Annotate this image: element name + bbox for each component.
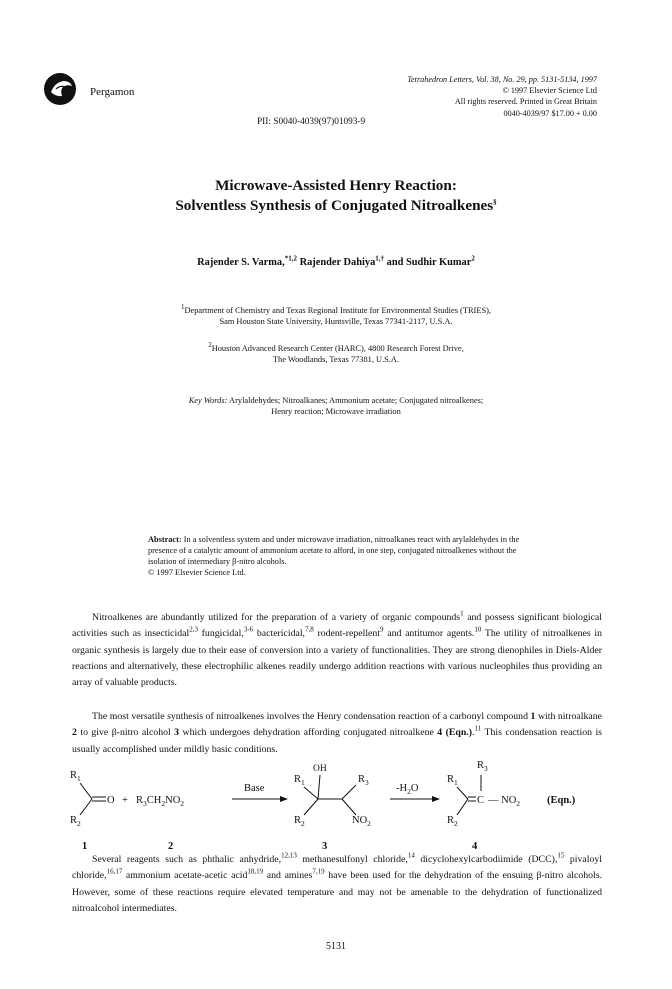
affiliation-2: $^2$Houston Advanced Research Center (HARC), 4800 Research Forest Drive, The Woodlands, Texas 77381, U.S.A.	[208, 341, 464, 364]
minus-water-label: $-H_2O$	[396, 783, 419, 796]
pii-line: PII: S0040-4039(97)01093-9	[257, 117, 366, 127]
compound-3-no2: $NO_2$	[352, 815, 371, 828]
author-list	[0, 254, 672, 268]
equation-label: (Eqn.)	[547, 795, 576, 806]
paragraph-1: Nitroalkenes are abundantly utilized for the preparation of a variety of organic compounds$^1$ and possess significant biological activities such as insecticidal$^{2,3}$ fungicidal,$^{3-6}$ bactericidal,$^{7,8}$ rodent-repellent$^9$ and antitumor agents.$^{10}$ The utility of nitroalkenes in organic synthesis is largely due to their ease of conversion into a variety of functionalities. They are strong dienophiles in Diels-Alder reactions and alternatively, these electrophilic alkenes readily undergo addition reactions with various nucleophiles thus providing an array of valuable products.	[72, 609, 602, 689]
keywords: Key Words: Arylaldehydes; Nitroalkanes; Ammonium acetate; Conjugated nitroalkenes; Henry reaction; Microwave irradiation	[188, 396, 484, 416]
paragraph-3: Several reagents such as phthalic anhydride,$^{12,13}$ methanesulfonyl chloride,$^{14}$ dicyclohexylcarbodiimide (DCC),$^{15}$ pivaloyl chloride,$^{16,17}$ ammonium acetate-acetic acid$^{18,19}$ and amines$^{7,19}$ have been used for the dehydration of the ensuing β-nitro alcohols. However, some of these reactions require elevated temperature and may not be amenable to the dehydration of functionalized nitroalcohol intermediates.	[72, 851, 603, 914]
page-number: 5131	[326, 941, 346, 952]
affiliation-2-number: 2	[208, 341, 212, 350]
author-3: and Sudhir Kumar	[384, 257, 472, 268]
compound-3-r1: $R_1$	[294, 774, 305, 787]
compound-3-r2: $R_2$	[294, 815, 305, 828]
compound-1-r2: $R_2$	[70, 815, 81, 828]
compound-4-no2: — $NO_2$	[488, 795, 521, 808]
abstract-text: In a solventless system and under microwave irradiation, nitroalkanes react with arylaldehydes in the presence of a catalytic amount of ammonium acetate to afford, in one step, conjugated nitroalkenes without the isolation of intermediary β-nitro alcohols.	[148, 535, 520, 566]
compound-3-r3: $R_3$	[358, 774, 369, 787]
compound-number-3: 3	[322, 841, 328, 852]
compound-4-r2: $R_2$	[447, 815, 458, 828]
affiliation-1-number: 1	[180, 303, 185, 312]
keywords-label: Key Words:	[188, 396, 228, 405]
journal-info	[297, 74, 597, 119]
base-label: Base	[244, 783, 265, 794]
compound-2-formula: $R_3CH_2NO_2$	[136, 795, 185, 808]
title-footnote-mark: §	[493, 197, 497, 206]
affiliation-1: $^1$Department of Chemistry and Texas Regional Institute for Environmental Studies (TRIES), Sam Houston State University, Huntsville, Texas 77341-2117, U.S.A.	[180, 303, 491, 326]
rights-line: All rights reserved. Printed in Great Britain	[454, 97, 597, 107]
reaction-scheme	[60, 757, 620, 861]
compound-1-oxygen: O	[107, 795, 115, 806]
journal-line: Tetrahedron Letters, Vol. 38, No. 29, pp. 5131-5134, 1997	[407, 75, 597, 84]
author-2: Rajender Dahiya	[296, 257, 376, 268]
compound-4-carbon: C	[477, 795, 485, 806]
paragraph-2: The most versatile synthesis of nitroalkenes involves the Henry condensation reaction of a carbonyl compound 1 with nitroalkane 2 to give β-nitro alcohol 3 which undergoes dehydration affording conjugated nitroalkene 4 (Eqn.).$^{11}$ This condensation reaction is usually accomplished under mildly basic conditions.	[72, 711, 602, 755]
compound-4-r3: $R_3$	[477, 760, 488, 773]
abstract-label: Abstract:	[148, 535, 182, 544]
abstract	[148, 534, 528, 578]
compound-4-r1: $R_1$	[447, 774, 458, 787]
compound-number-2: 2	[168, 841, 174, 852]
price-line: 0040-4039/97 $17.00 + 0.00	[503, 108, 597, 118]
compound-number-1: 1	[82, 841, 88, 852]
author-3-affil: 2	[471, 254, 475, 263]
publisher-name: Pergamon	[90, 86, 135, 98]
abstract-copyright: © 1997 Elsevier Science Ltd.	[148, 568, 246, 577]
compound-1-r1: $R_1$	[70, 770, 81, 783]
plus-sign: +	[122, 795, 128, 806]
paper-title	[0, 176, 672, 216]
author-1-affil: *1,2	[284, 254, 297, 263]
compound-number-4: 4	[472, 841, 478, 852]
copyright-line: © 1997 Elsevier Science Ltd	[502, 86, 597, 96]
pergamon-logo	[42, 72, 82, 106]
title-line-2: Solventless Synthesis of Conjugated Nitroalkenes§	[175, 197, 497, 214]
author-2-affil: 1,†	[375, 254, 385, 263]
author-1: Rajender S. Varma,	[197, 257, 285, 268]
compound-3-oh: OH	[313, 764, 327, 774]
title-line-1: Microwave-Assisted Henry Reaction:	[215, 177, 457, 194]
